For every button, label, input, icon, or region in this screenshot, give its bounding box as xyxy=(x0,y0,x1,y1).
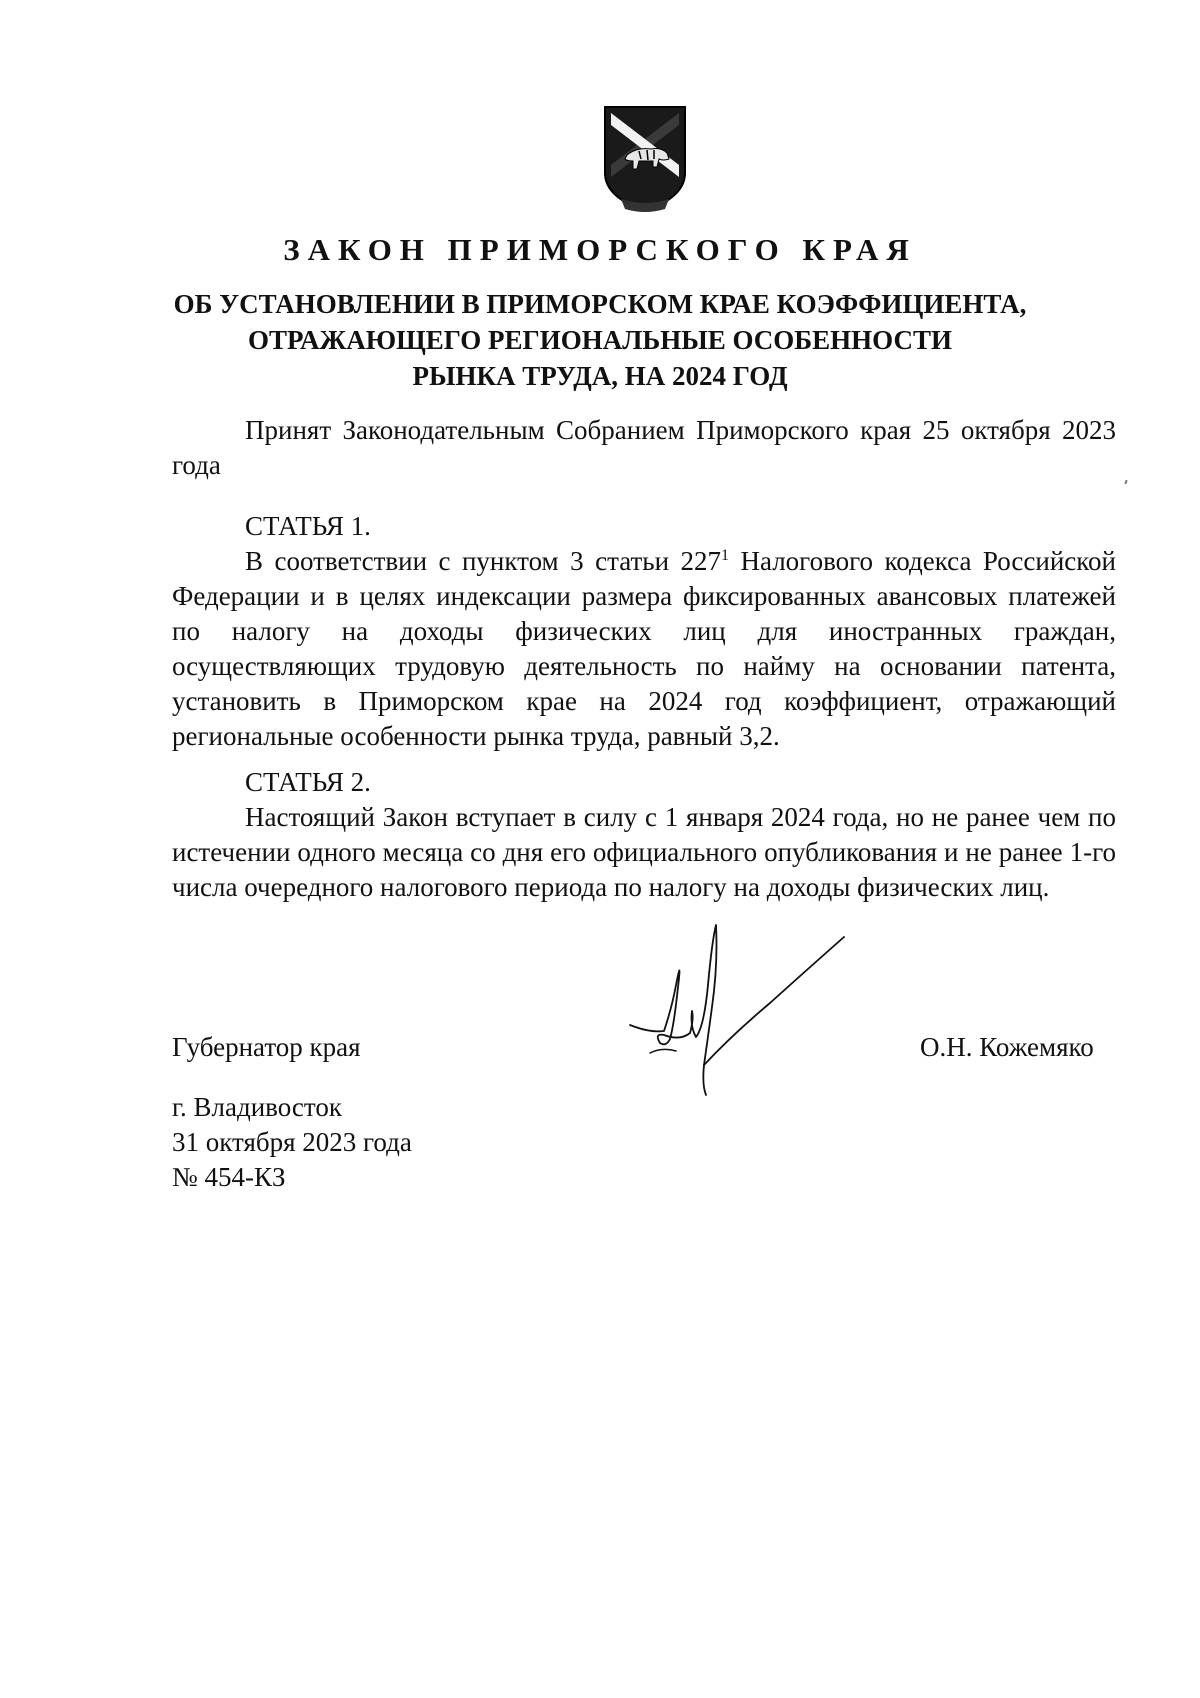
city: г. Владивосток xyxy=(172,1092,342,1122)
law-title: ЗАКОН ПРИМОРСКОГО КРАЯ xyxy=(283,232,917,267)
law-number: № 454-КЗ xyxy=(172,1162,286,1192)
subject-line-2: ОТРАЖАЮЩЕГО РЕГИОНАЛЬНЫЕ ОСОБЕННОСТИ xyxy=(247,325,953,355)
subject-line-1: ОБ УСТАНОВЛЕНИИ В ПРИМОРСКОМ КРАЕ КОЭФФИЦИЕНТА, xyxy=(173,289,1027,319)
subject-line-3: РЫНКА ТРУДА, НА 2024 ГОД xyxy=(412,361,788,391)
handwritten-signature xyxy=(620,915,860,1105)
scan-speck xyxy=(1124,480,1127,484)
coat-of-arms-icon xyxy=(597,103,693,215)
article-1-superscript: 1 xyxy=(721,547,730,564)
law-subject xyxy=(120,286,1080,394)
governor-title: Губернатор края xyxy=(172,1032,361,1062)
article-1-text-start: В соответствии с пунктом 3 статьи 227 xyxy=(245,546,722,576)
governor-name: О.Н. Кожемяко xyxy=(920,1032,1094,1062)
adoption-note: Принят Законодательным Собранием Приморского края 25 октября 2023 года xyxy=(172,415,1116,480)
article-1-text xyxy=(172,544,1116,754)
article-2-text: Настоящий Закон вступает в силу с 1 января 2024 года, но не ранее чем по истечении одного месяца со дня его официального опубликования и не ранее 1-го числа очередного налогового периода по налогу на доходы физических лиц. xyxy=(172,802,1116,902)
signing-date: 31 октября 2023 года xyxy=(172,1127,412,1157)
article-1-heading: СТАТЬЯ 1. xyxy=(245,511,371,541)
article-2-heading: СТАТЬЯ 2. xyxy=(245,767,371,797)
place-date-block xyxy=(172,1090,412,1195)
article-1-text-end: Налогового кодекса Российской Федерации и в целях индексации размера фиксированных авансовых платежей по налогу на доходы физических лиц для иностранных граждан, осуществляющих трудовую деятельность по найму на основании патента, установить в Приморском крае на 2024 год коэффициент, отражающий региональные особенности рынка труда, равный 3,2. xyxy=(172,546,1116,751)
